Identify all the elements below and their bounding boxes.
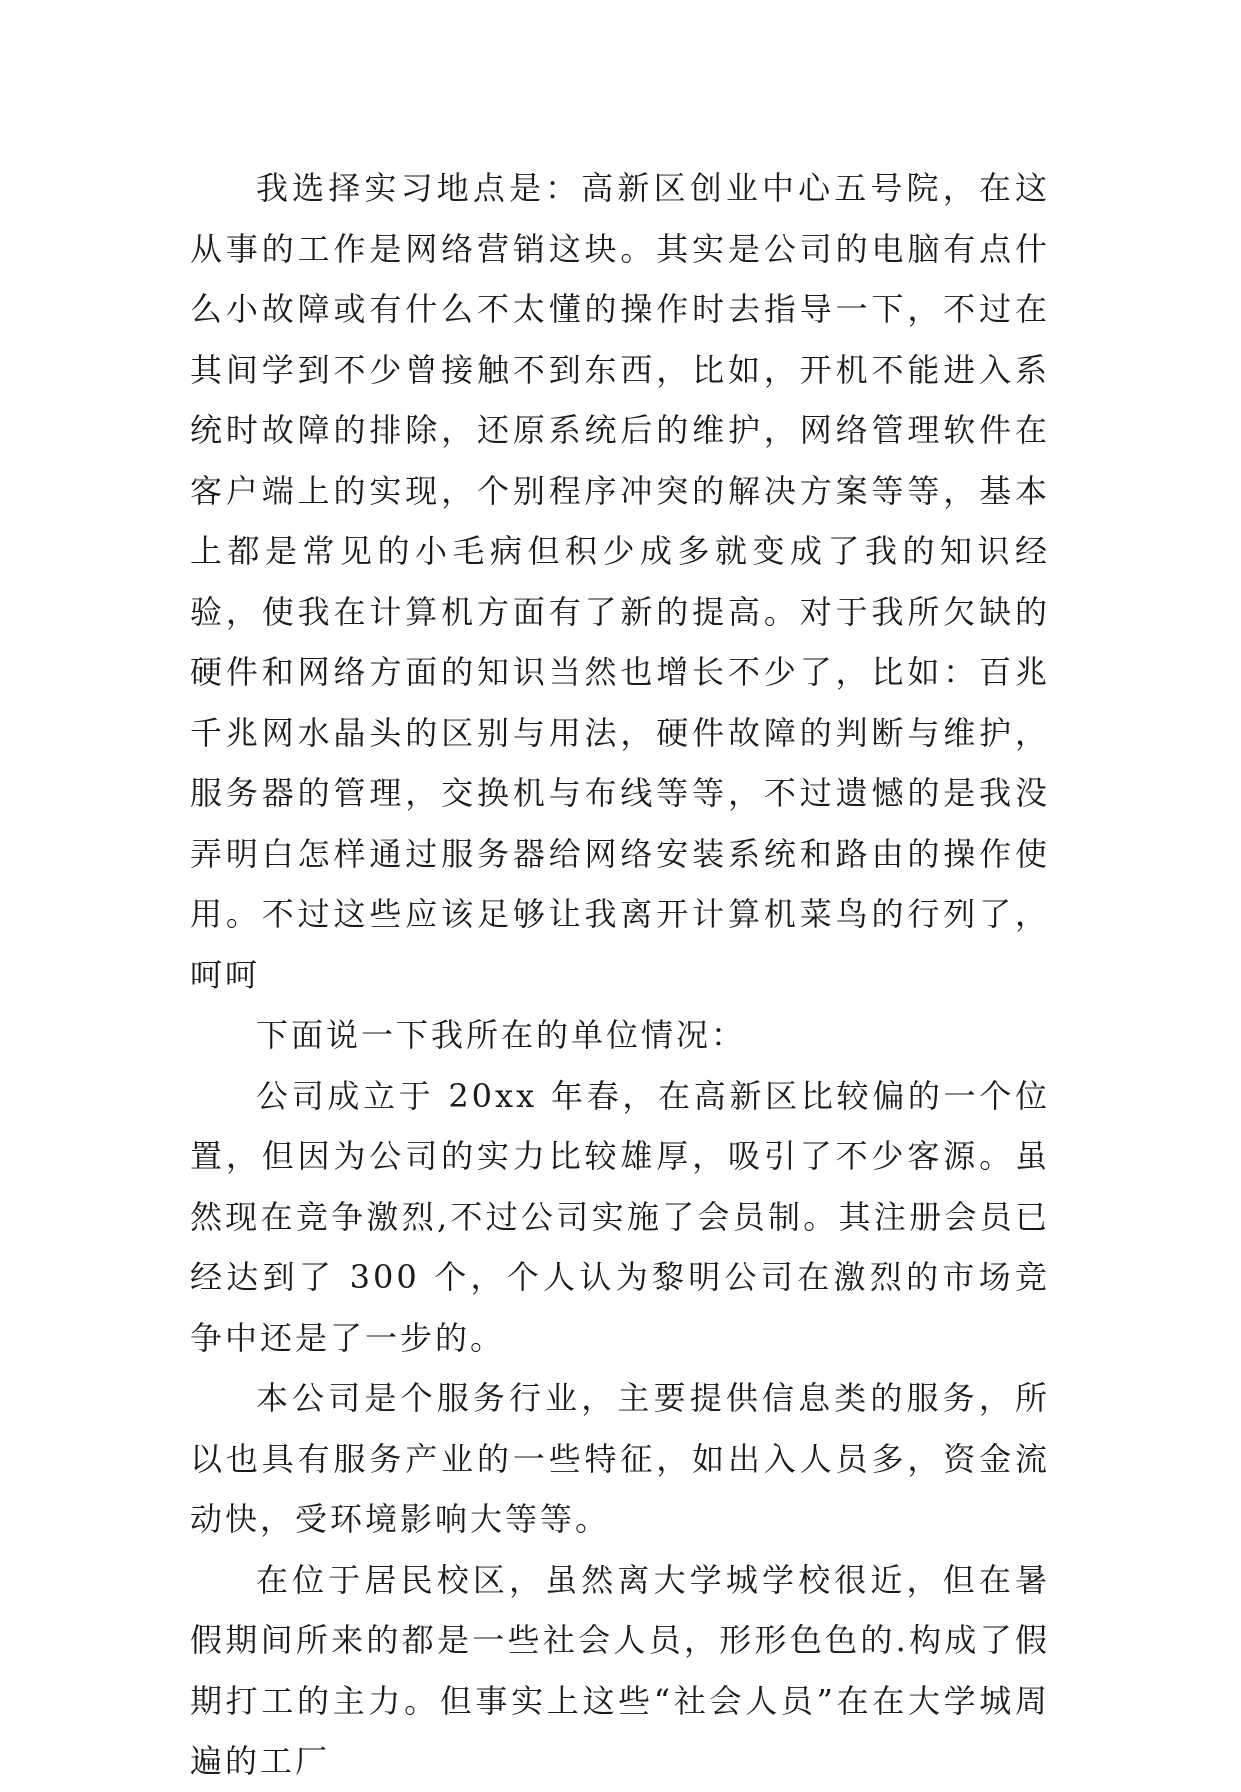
- paragraph-location-staff: 在位于居民校区，虽然离大学城学校很近，但在暑假期间所来的都是一些社会人员，形形色色的.构成了假期打工的主力。但事实上这些“社会人员”在在大学城周遍的工厂: [190, 1560, 1050, 1780]
- paragraph-company-founding: 公司成立于 20xx 年春，在高新区比较偏的一个位置，但因为公司的实力比较雄厚，吸引了不少客源。虽然现在竞争激烈,不过公司实施了会员制。其注册会员已经达到了 300 个，个人认为黎明公司在激烈的市场竞争中还是了一步的。: [190, 1076, 1050, 1357]
- document-body: [190, 158, 1050, 1792]
- paragraph-unit-intro: 下面说一下我所在的单位情况：: [256, 1016, 747, 1054]
- paragraph-service-industry: 本公司是个服务行业，主要提供信息类的服务，所以也具有服务产业的一些特征，如出入人员多，资金流动快，受环境影响大等等。: [190, 1379, 1050, 1538]
- paragraph-internship-location: 我选择实习地点是：高新区创业中心五号院，在这从事的工作是网络营销这块。其实是公司的电脑有点什么小故障或有什么不太懂的操作时去指导一下，不过在其间学到不少曾接触不到东西，比如，开机不能进入系统时故障的排除，还原系统后的维护，网络管理软件在客户端上的实现，个别程序冲突的解决方案等等，基本上都是常见的小毛病但积少成多就变成了我的知识经验，使我在计算机方面有了新的提高。对于我所欠缺的硬件和网络方面的知识当然也增长不少了，比如：百兆千兆网水晶头的区别与用法，硬件故障的判断与维护，服务器的管理，交换机与布线等等，不过遗憾的是我没弄明白怎样通过服务器给网络安装系统和路由的操作使用。不过这些应该足够让我离开计算机菜鸟的行列了，呵呵: [190, 169, 1050, 994]
